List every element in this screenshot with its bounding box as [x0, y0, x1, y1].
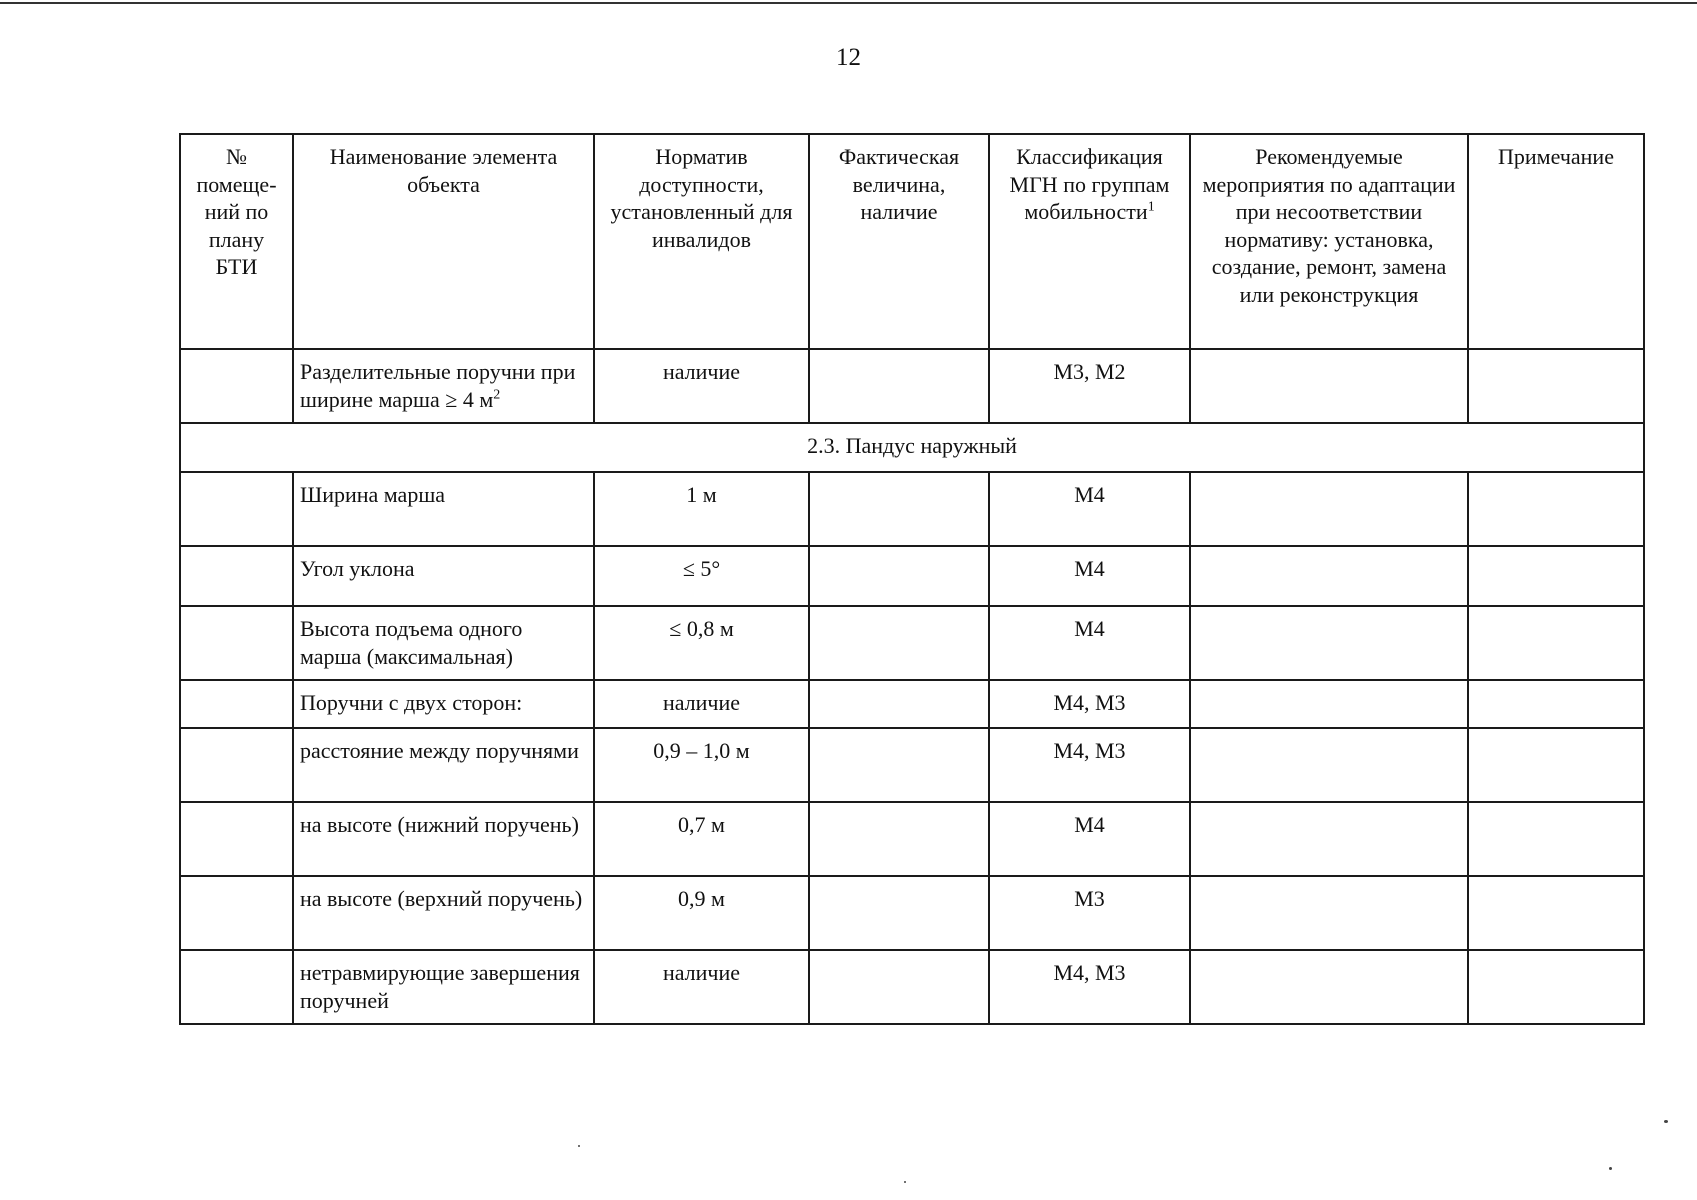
section-row: [180, 423, 1644, 472]
cell-mgn-class: М4: [989, 606, 1190, 680]
header-room-number: № помеще-ний по плану БТИ: [180, 134, 293, 349]
top-border-line: [0, 2, 1697, 4]
header-actual-value: Фактическая величина, наличие: [809, 134, 989, 349]
header-mgn-classification-text: Классификация МГН по группам мобильности: [1009, 144, 1170, 224]
cell-recommended-measures: [1190, 802, 1468, 876]
table-header-row: [180, 134, 1644, 349]
cell-note: [1468, 349, 1644, 423]
cell-norm: 0,9 – 1,0 м: [594, 728, 809, 802]
cell-recommended-measures: [1190, 546, 1468, 606]
cell-note: [1468, 728, 1644, 802]
scan-speck: [1609, 1167, 1612, 1170]
cell-room-number: [180, 876, 293, 950]
cell-element-name: нетравмирующие завершения поручней: [293, 950, 594, 1024]
cell-actual-value: [809, 876, 989, 950]
cell-norm: 0,9 м: [594, 876, 809, 950]
cell-element-name: расстояние между поручнями: [293, 728, 594, 802]
cell-norm: наличие: [594, 349, 809, 423]
cell-room-number: [180, 728, 293, 802]
cell-actual-value: [809, 802, 989, 876]
cell-note: [1468, 606, 1644, 680]
header-element-name: Наименование элемента объекта: [293, 134, 594, 349]
header-norm: Норматив доступности, установленный для инвалидов: [594, 134, 809, 349]
cell-room-number: [180, 546, 293, 606]
scan-speck: [1664, 1120, 1668, 1123]
scan-speck: [578, 1145, 580, 1147]
superscript-2: 2: [493, 387, 501, 403]
table-row: [180, 680, 1644, 728]
cell-recommended-measures: [1190, 472, 1468, 546]
cell-recommended-measures: [1190, 950, 1468, 1024]
footnote-mark: 1: [1147, 199, 1155, 215]
cell-actual-value: [809, 546, 989, 606]
table-row: [180, 876, 1644, 950]
cell-actual-value: [809, 349, 989, 423]
cell-recommended-measures: [1190, 606, 1468, 680]
cell-norm: ≤ 5°: [594, 546, 809, 606]
cell-recommended-measures: [1190, 728, 1468, 802]
scan-speck: [904, 1181, 906, 1183]
cell-recommended-measures: [1190, 349, 1468, 423]
cell-note: [1468, 802, 1644, 876]
cell-room-number: [180, 802, 293, 876]
page-number: 12: [836, 44, 861, 71]
table-row: [180, 606, 1644, 680]
cell-norm: ≤ 0,8 м: [594, 606, 809, 680]
cell-note: [1468, 876, 1644, 950]
header-note: Примечание: [1468, 134, 1644, 349]
cell-note: [1468, 546, 1644, 606]
cell-mgn-class: М4, М3: [989, 728, 1190, 802]
cell-element-name: Поручни с двух сторон:: [293, 680, 594, 728]
cell-norm: 1 м: [594, 472, 809, 546]
header-mgn-classification: [989, 134, 1190, 349]
table-row: [180, 728, 1644, 802]
cell-mgn-class: М4: [989, 546, 1190, 606]
cell-note: [1468, 680, 1644, 728]
cell-element-name: на высоте (верхний поручень): [293, 876, 594, 950]
cell-actual-value: [809, 728, 989, 802]
cell-norm: 0,7 м: [594, 802, 809, 876]
table-row: [180, 546, 1644, 606]
cell-mgn-class: М4: [989, 472, 1190, 546]
cell-norm: наличие: [594, 950, 809, 1024]
cell-mgn-class: М4, М3: [989, 950, 1190, 1024]
cell-element-name: Высота подъема одного марша (максимальная): [293, 606, 594, 680]
cell-room-number: [180, 950, 293, 1024]
cell-recommended-measures: [1190, 876, 1468, 950]
accessibility-table: [179, 133, 1645, 1025]
cell-element-name-text: Разделительные поручни при ширине марша ≥ 4 м: [300, 359, 576, 412]
cell-mgn-class: М3: [989, 876, 1190, 950]
header-recommended-measures: Рекомендуемые мероприятия по адаптации при несоответствии нормативу: установка, создание, ремонт, замена или реконструкция: [1190, 134, 1468, 349]
cell-element-name: на высоте (нижний поручень): [293, 802, 594, 876]
cell-element-name: [293, 349, 594, 423]
table-row: [180, 950, 1644, 1024]
table-row: [180, 802, 1644, 876]
cell-element-name: Ширина марша: [293, 472, 594, 546]
cell-actual-value: [809, 472, 989, 546]
table-row: [180, 472, 1644, 546]
cell-note: [1468, 472, 1644, 546]
cell-actual-value: [809, 606, 989, 680]
cell-room-number: [180, 680, 293, 728]
cell-room-number: [180, 349, 293, 423]
cell-room-number: [180, 606, 293, 680]
cell-mgn-class: М4, М3: [989, 680, 1190, 728]
cell-actual-value: [809, 680, 989, 728]
table-row: [180, 349, 1644, 423]
cell-norm: наличие: [594, 680, 809, 728]
cell-mgn-class: М4: [989, 802, 1190, 876]
cell-room-number: [180, 472, 293, 546]
cell-recommended-measures: [1190, 680, 1468, 728]
cell-mgn-class: М3, М2: [989, 349, 1190, 423]
cell-note: [1468, 950, 1644, 1024]
cell-element-name: Угол уклона: [293, 546, 594, 606]
section-title: 2.3. Пандус наружный: [180, 423, 1644, 472]
cell-actual-value: [809, 950, 989, 1024]
